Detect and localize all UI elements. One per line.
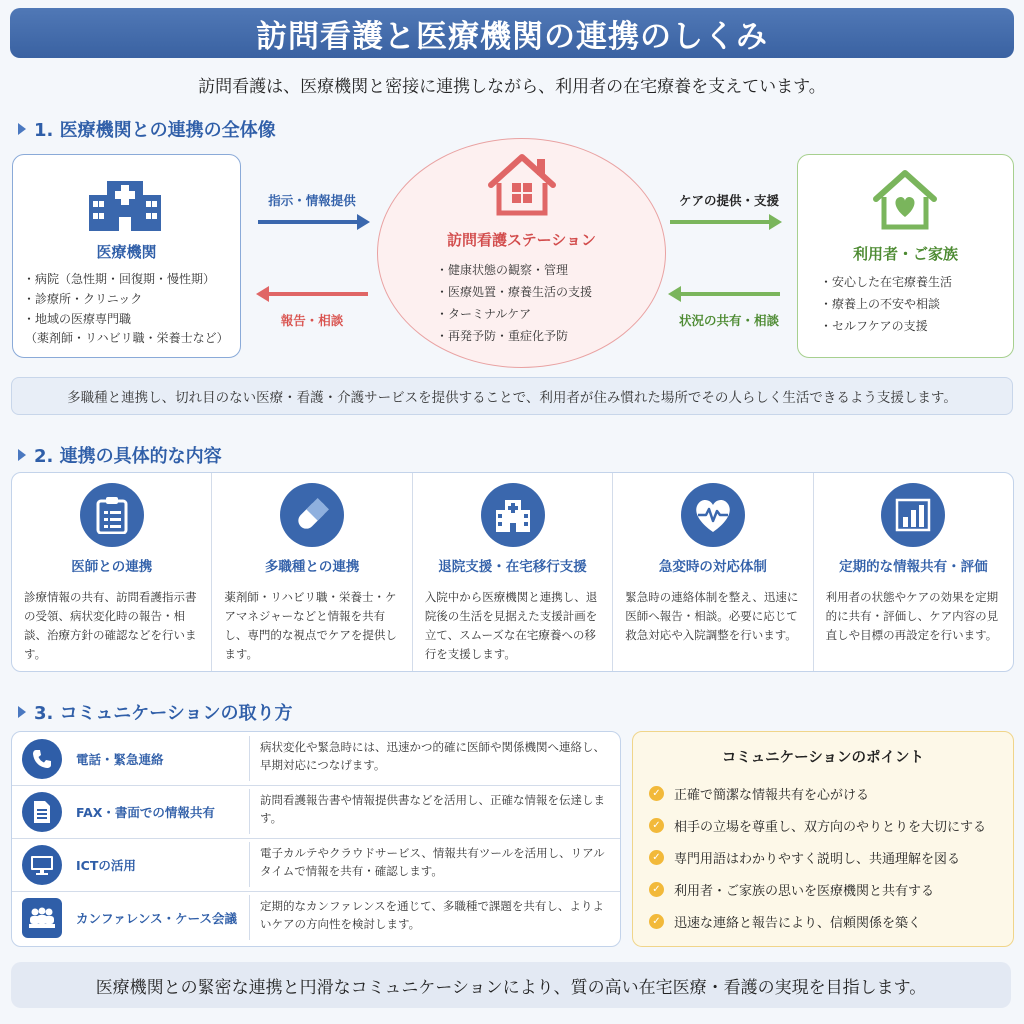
- divider: [249, 789, 250, 834]
- page-subtitle: 訪問看護は、医療機関と密接に連携しながら、利用者の在宅療養を支えています。: [198, 77, 826, 97]
- arrow-label-report: 報告・相談: [280, 313, 344, 328]
- bar-chart-icon: [881, 483, 945, 547]
- list-item: ・ 安心した在宅療養生活: [820, 271, 952, 293]
- section1-heading-text: 1. 医療機関との連携の全体像: [34, 120, 276, 141]
- cooperation-item-discharge: [413, 473, 613, 671]
- point-text: 相手の立場を尊重し、双方向のやりとりを大切にする: [674, 820, 987, 835]
- point-text: 専門用語はわかりやすく説明し、共通理解を図る: [674, 852, 961, 867]
- point-item: [649, 848, 960, 867]
- title-bar: [10, 8, 1014, 58]
- page-title: 訪問看護と医療機関の連携のしくみ: [256, 18, 768, 55]
- list-item: ・ 健康状態の観察・管理: [436, 259, 592, 281]
- section1-heading: [18, 116, 276, 142]
- list-item: ・ 療養上の不安や相談: [820, 293, 952, 315]
- point-text: 利用者・ご家族の思いを医療機関と共有する: [674, 884, 935, 899]
- section1-note: 多職種と連携し、切れ目のない医療・看護・介護サービスを提供することで、利用者が住み慣れた場所でその人らしく生活できるよう支援します。: [11, 377, 1013, 415]
- list-item: ・ セルフケアの支援: [820, 315, 952, 337]
- triangle-icon: [18, 123, 26, 135]
- check-icon: ✓: [649, 882, 664, 897]
- method-desc: 定期的なカンファレンスを通じて、多職種で課題を共有し、よりよいケアの方向性を検討します。: [260, 899, 604, 931]
- list-item: ・ 再発予防・重症化予防: [436, 325, 592, 347]
- list-item: ・ 病院（急性期・回復期・慢性期）: [23, 269, 215, 289]
- arrow-right-green: [670, 220, 770, 224]
- phone-icon: [22, 739, 62, 779]
- cooperation-desc: 緊急時の連絡体制を整え、迅速に医師へ報告・相談。必要に応じて救急対応や入院調整を行います。: [625, 590, 799, 642]
- cooperation-item-doctor: [12, 473, 212, 671]
- station-oval: [377, 138, 666, 368]
- cooperation-title: 医師との連携: [71, 559, 153, 575]
- list-item: ・ 医療処置・療養生活の支援: [436, 281, 592, 303]
- method-row-fax: [12, 785, 620, 839]
- divider: [249, 842, 250, 887]
- monitor-icon: [22, 845, 62, 885]
- cooperation-desc: 診療情報の共有、訪問看護指示書の受領、病状変化時の報告・相談、治療方針の確認などを行います。: [24, 590, 197, 661]
- point-item: [649, 816, 986, 835]
- divider: [249, 736, 250, 781]
- family-list: [820, 271, 952, 337]
- arrow-right-blue: [258, 220, 358, 224]
- building-icon: [481, 483, 545, 547]
- method-label: カンファレンス・ケース会議: [76, 910, 237, 926]
- method-desc: 病状変化や緊急時には、迅速かつ的確に医師や関係機関へ連絡し、早期対応につなげます。: [260, 740, 605, 772]
- arrow-label-share: 状況の共有・相談: [678, 313, 779, 328]
- pill-icon: [280, 483, 344, 547]
- triangle-icon: [18, 449, 26, 461]
- list-item: ・ 地域の医療専門職: [23, 309, 215, 329]
- point-text: 迅速な連絡と報告により、信頼関係を築く: [674, 916, 922, 931]
- arrow-label-care: ケアの提供・支援: [678, 193, 779, 208]
- check-icon: ✓: [649, 786, 664, 801]
- section3-heading: [18, 699, 293, 725]
- method-label: 電話・緊急連絡: [76, 751, 164, 767]
- method-desc: 電子カルテやクラウドサービス、情報共有ツールを活用し、リアルタイムで情報を共有・確認します。: [260, 846, 605, 878]
- house-icon: [485, 151, 559, 217]
- arrow-left-red: [268, 292, 368, 296]
- check-icon: ✓: [649, 850, 664, 865]
- section3-heading-text: 3. コミュニケーションの取り方: [34, 703, 293, 724]
- list-item: ・ 診療所・クリニック: [23, 289, 215, 309]
- point-item: [649, 784, 869, 803]
- section2-heading: [18, 442, 222, 468]
- point-item: [649, 880, 934, 899]
- cooperation-title: 急変時の対応体制: [658, 559, 767, 575]
- communication-methods: [11, 731, 621, 947]
- station-title: 訪問看護ステーション: [446, 231, 597, 249]
- station-list: [436, 259, 592, 347]
- check-icon: ✓: [649, 818, 664, 833]
- method-label: FAX・書面での情報共有: [76, 804, 215, 820]
- method-row-ict: [12, 838, 620, 892]
- arrow-label-instruction: 指示・情報提供: [268, 193, 356, 208]
- heartbeat-icon: [681, 483, 745, 547]
- hospital-list: [23, 269, 215, 329]
- cooperation-item-evaluation: [814, 473, 1013, 671]
- clipboard-icon: [80, 483, 144, 547]
- divider: [249, 895, 250, 940]
- family-card: [797, 154, 1014, 358]
- method-row-conference: [12, 891, 620, 944]
- check-icon: ✓: [649, 914, 664, 929]
- point-item: [649, 912, 921, 931]
- hospital-card: [12, 154, 241, 358]
- document-icon: [22, 792, 62, 832]
- heart-house-icon: [870, 167, 940, 231]
- cooperation-panel: [11, 472, 1014, 672]
- hospital-icon: [85, 169, 165, 231]
- hospital-title: 医療機関: [96, 243, 157, 261]
- method-desc: 訪問看護報告書や情報提供書などを活用し、正確な情報を伝達します。: [260, 793, 605, 825]
- cooperation-title: 定期的な情報共有・評価: [839, 559, 988, 575]
- cooperation-item-multidisciplinary: [212, 473, 412, 671]
- hospital-sub: （薬剤師・リハビリ職・栄養士など）: [25, 331, 229, 345]
- method-label: ICTの活用: [76, 857, 136, 873]
- cooperation-title: 多職種との連携: [264, 559, 360, 575]
- communication-points: [632, 731, 1014, 947]
- cooperation-desc: 入院中から医療機関と連携し、退院後の生活を見据えた支援計画を立て、スムーズな在宅療養への移行を支援します。: [424, 590, 598, 661]
- footer-message: 医療機関との緊密な連携と円滑なコミュニケーションにより、質の高い在宅医療・看護の実現を目指します。: [11, 962, 1011, 1008]
- arrow-left-green: [680, 292, 780, 296]
- list-item: ・ ターミナルケア: [436, 303, 592, 325]
- cooperation-desc: 薬剤師・リハビリ職・栄養士・ケアマネジャーなどと情報を共有し、専門的な視点でケアを提供します。: [224, 590, 397, 661]
- cooperation-item-emergency: [613, 473, 813, 671]
- family-title: 利用者・ご家族: [852, 245, 958, 263]
- section2-heading-text: 2. 連携の具体的な内容: [34, 446, 222, 467]
- point-text: 正確で簡潔な情報共有を心がける: [674, 788, 870, 803]
- cooperation-title: 退院支援・在宅移行支援: [438, 559, 587, 575]
- triangle-icon: [18, 706, 26, 718]
- meeting-icon: [22, 898, 62, 938]
- cooperation-desc: 利用者の状態やケアの効果を定期的に共有・評価し、ケア内容の見直しや目標の再設定を行います。: [825, 590, 999, 642]
- points-title: コミュニケーションのポイント: [721, 750, 925, 766]
- method-row-phone: [12, 732, 620, 786]
